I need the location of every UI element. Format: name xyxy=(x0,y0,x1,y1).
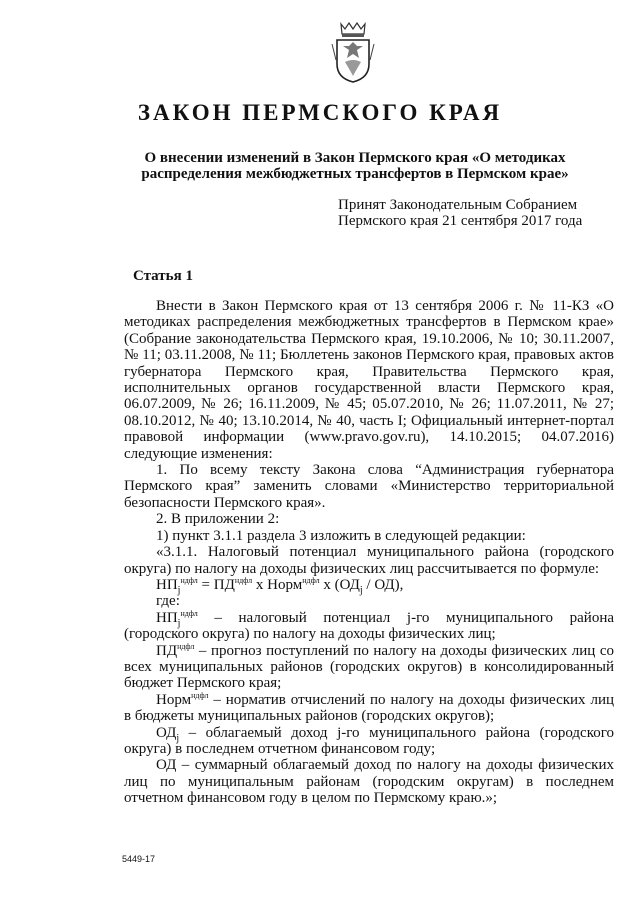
adoption-note xyxy=(338,197,598,229)
item-1-paragraph: 1. По всему тексту Закона слова “Администрация губернатора Пермского края” заменить словами «Министерство территориальной безопасности Пермского края». xyxy=(124,462,614,511)
document-code: 5449-17 xyxy=(122,854,156,864)
adoption-line: Принят Законодательным Собранием xyxy=(338,197,578,213)
item-2-1-paragraph: 1) пункт 3.1.1 раздела 3 изложить в следующей редакции: xyxy=(156,527,526,544)
adoption-line: Пермского края 21 сентября 2017 года xyxy=(338,213,583,229)
formula: $НП_j^{ндфл} = ПД^{ндфл}$ x Норм$^{ндфл}$ x $(ОД_j / ОД)$, xyxy=(156,575,404,596)
where-label: где: xyxy=(156,593,180,610)
coat-of-arms-emblem xyxy=(331,20,375,84)
quote-start-paragraph: «3.1.1. Налоговый потенциал муниципального района (городского округа) по налогу на доходы физических лиц рассчитывается по формуле: xyxy=(124,544,614,577)
definition-1: $НП_j^{ндфл}$ – налоговый потенциал j-го муниципального района (городского округа) по налогу на доходы физических лиц; xyxy=(124,608,614,643)
subtitle-line: распределения межбюджетных трансфертов в Пермском крае» xyxy=(141,166,569,182)
article-body xyxy=(124,298,614,807)
law-title: ЗАКОН ПЕРМСКОГО КРАЯ xyxy=(137,100,503,125)
intro-paragraph: Внести в Закон Пермского края от 13 сентября 2006 г. № 11-КЗ «О методиках распределения межбюджетных трансфертов в Пермском крае» (Собрание законодательства Пермского края, 19.10.2006, № 10; 30.11.2007, № 11; 03.11.2008, № 11; Бюллетень законов Пермского края, правовых актов губернатора Пермского края, Правительства Пермского края, исполнительных органов государственной власти Пермского края, 06.07.2009, № 26; 16.11.2009, № 45; 05.07.2010, № 26; 11.07.2011, № 27; 08.10.2012, № 40; 13.10.2014, № 40, часть I; Официальный интернет-портал правовой информации (www.pravo.gov.ru), 14.10.2015; 04.07.2016) следующие изменения: xyxy=(124,298,614,462)
law-subtitle xyxy=(120,150,590,182)
definition-5: ОД – суммарный облагаемый доход по налогу на доходы физических лиц по муниципальным районам (городским округам) в последнем отчетном финансовом году в целом по Пермскому краю.»; xyxy=(124,757,614,807)
article-heading: Статья 1 xyxy=(133,268,193,284)
item-2-paragraph: 2. В приложении 2: xyxy=(156,511,280,528)
definition-2: $ПД^{ндфл}$ – прогноз поступлений по налогу на доходы физических лиц со всех муниципальных районов (городских округов) в консолидированный бюджет Пермского края; xyxy=(124,641,614,692)
definition-3: Норм$^{ндфл}$ – норматив отчислений по налогу на доходы физических лиц в бюджеты муниципальных районов (городских округов); xyxy=(124,690,614,725)
subtitle-line: О внесении изменений в Закон Пермского края «О методиках xyxy=(144,150,566,166)
definition-4: $ОД_j$ – облагаемый доход j-го муниципального района (городского округа) в последнем отчетном финансовом году; xyxy=(124,724,614,757)
